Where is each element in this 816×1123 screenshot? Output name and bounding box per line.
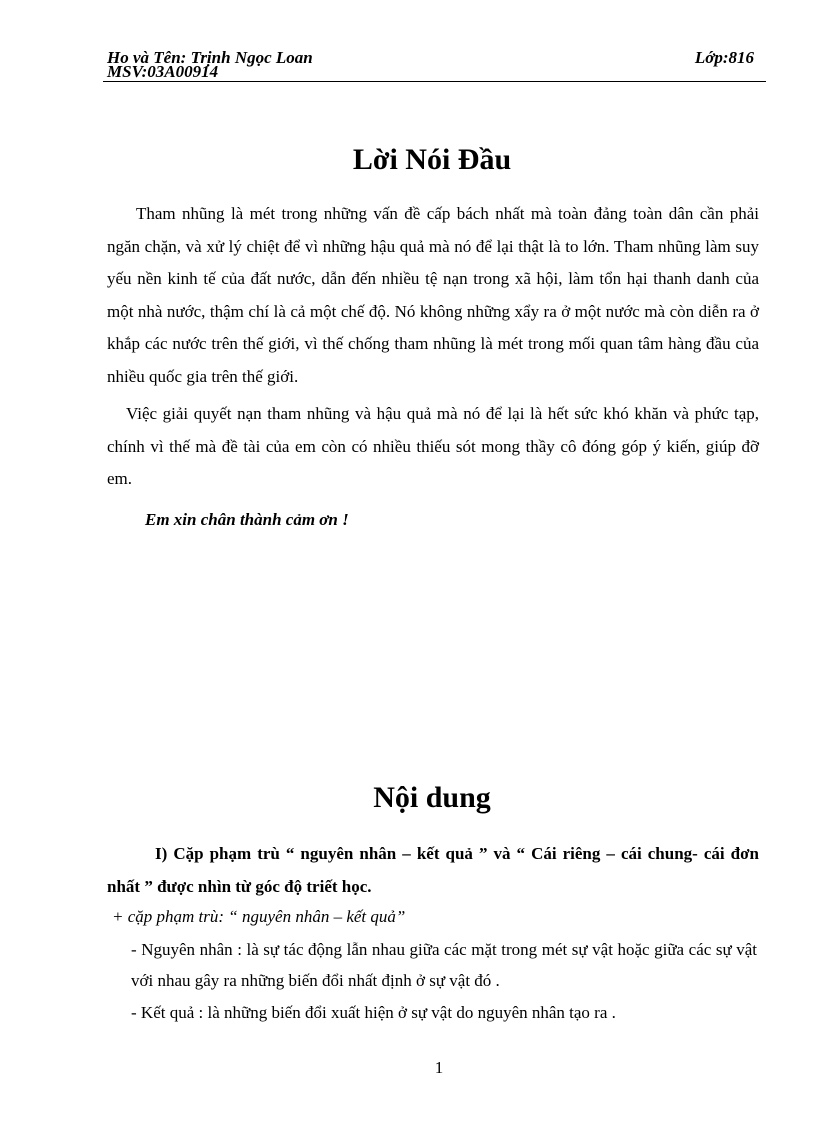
bullet-effect-definition: - Kết quả : là những biến đổi xuất hiện ở sự vật do nguyên nhân tạo ra . <box>131 1003 616 1022</box>
page-number: 1 <box>434 1058 444 1077</box>
section-1-heading: I) Cặp phạm trù “ nguyên nhân – kết quả ” và “ Cái riêng – cái chung- cái đơn nhất ” được nhìn từ góc độ triết học. <box>107 844 759 896</box>
content-title: Nội dung <box>373 781 491 814</box>
header-divider <box>103 81 766 82</box>
preface-paragraph-1: Tham nhũng là mét trong những vấn đề cấp bách nhất mà toàn đảng toàn dân cần phải ngăn chặn, và xử lý chiệt để vì những hậu quả mà nó để lại thật là to lớn. Tham nhũng làm suy yếu nền kinh tế của đất nước, dẫn đến nhiều tệ nạn trong xã hội, làm tổn hại thanh danh của một nhà nước, thậm chí là cả một chế độ. Nó không những xẩy ra ở một nước mà còn diễn ra ở khắp các nước trên thế giới, vì thế chống tham nhũng là mét trong mối quan tâm hàng đầu của nhiều quốc gia trên thế giới. <box>107 204 759 386</box>
subheading-cause-effect: + cặp phạm trù: “ nguyên nhân – kết quả” <box>112 907 406 926</box>
thanks-line: Em xin chân thành cảm ơn ! <box>145 510 349 529</box>
preface-paragraph-2: Việc giải quyết nạn tham nhũng và hậu quả mà nó để lại là hết sức khó khăn và phức tạp, chính vì thế mà đề tài của em còn có nhiều thiếu sót mong thầy cô đóng góp ý kiến, giúp đỡ em. <box>107 404 759 488</box>
author-name: Ho và Tên: Trịnh Ngọc Loan <box>107 48 313 67</box>
preface-title: Lời Nói Đầu <box>352 143 512 176</box>
class-label: Lớp:816 <box>694 48 754 67</box>
student-id: MSV:03A00914 <box>107 62 219 81</box>
bullet-cause-definition: - Nguyên nhân : là sự tác động lẫn nhau giữa các mặt trong mét sự vật hoặc giữa các sự vật với nhau gây ra những biến đổi nhất định ở sự vật đó . <box>131 940 757 990</box>
